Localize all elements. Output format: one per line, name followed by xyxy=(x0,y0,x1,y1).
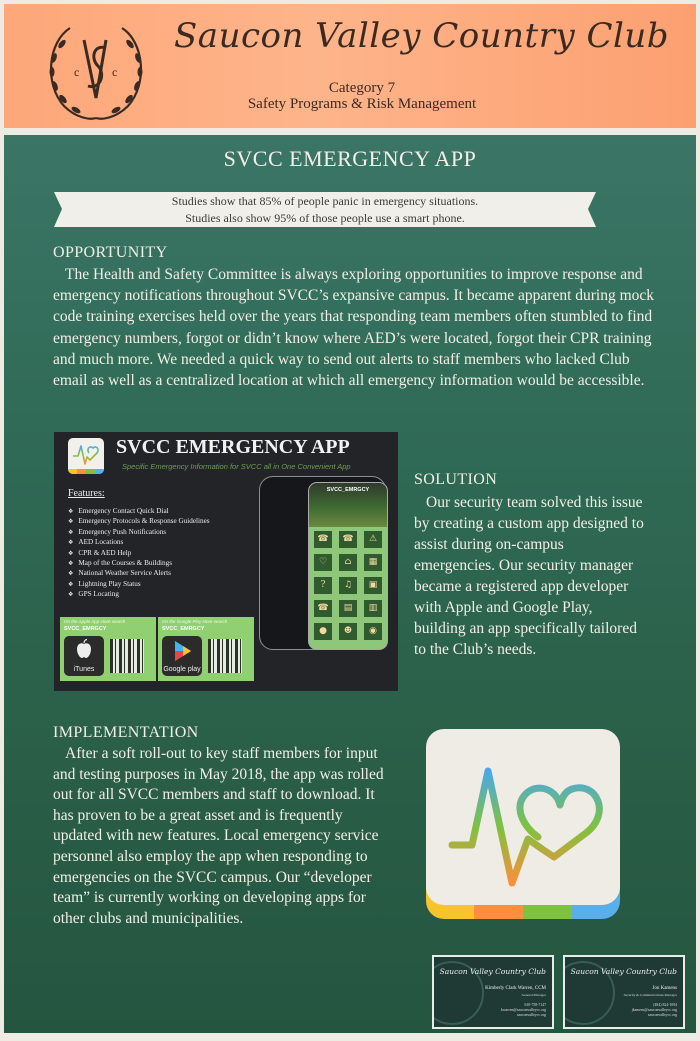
google-store-search-term: SVCC_EMRGCY xyxy=(162,626,205,632)
itunes-label: iTunes xyxy=(73,666,95,673)
feature-item: ❖ National Weather Service Alerts xyxy=(68,569,210,579)
feature-item: ❖ Emergency Push Notifications xyxy=(68,528,210,538)
feature-item: ❖ CPR & AED Help xyxy=(68,549,210,559)
phone-screen-title: SVCC_EMRGCY xyxy=(326,487,370,493)
calculator-icon: ▥ xyxy=(364,600,382,617)
apple-store-search-term: SVCC_EMRGCY xyxy=(64,626,107,632)
card-email: jkamens@sauconvalleycc.org xyxy=(631,1008,677,1012)
globe-icon: ◉ xyxy=(364,623,382,640)
card-contact xyxy=(501,1003,546,1018)
card-person-name: Kimberly Clark Warren, CCM xyxy=(485,986,546,991)
solution-body: Our security team solved this issue by creating a custom app designed to assist during on-campus emergencies. Our security manager became a registered app developer with Apple and Google Play, building an app specifically tailored to the Club’s needs. xyxy=(414,494,644,658)
card-club-name: Saucon Valley Country Club xyxy=(570,967,677,976)
card-contact xyxy=(632,1003,677,1018)
app-icon-large xyxy=(426,729,620,919)
feature-item: ❖ AED Locations xyxy=(68,538,210,548)
phone-screen xyxy=(308,482,388,650)
feature-item: ❖ Map of the Courses & Buildings xyxy=(68,559,210,569)
app-promo-graphic xyxy=(54,432,398,691)
category-block xyxy=(212,80,512,112)
implementation-heading: IMPLEMENTATION xyxy=(53,724,199,741)
ribbon-line-2: Studies also show 95% of those people use a smart phone. xyxy=(185,211,465,225)
heart-icon: ♡ xyxy=(314,554,332,571)
features-heading: Features: xyxy=(68,488,105,499)
google-play-icon xyxy=(162,636,202,664)
location-pin-icon: ● xyxy=(314,623,332,640)
club-crest-logo xyxy=(40,14,152,126)
bell-icon: ♫ xyxy=(339,577,357,594)
app-icon-small xyxy=(68,438,104,474)
club-name: Saucon Valley Country Club xyxy=(174,16,670,56)
business-card xyxy=(432,955,554,1029)
ribbon-line-1: Studies show that 85% of people panic in emergency situations. xyxy=(171,194,479,208)
card-club-name: Saucon Valley Country Club xyxy=(439,967,546,976)
home-icon: ⌂ xyxy=(339,554,357,571)
itunes-badge xyxy=(64,636,104,676)
implementation-body: After a soft roll-out to key staff members for input and testing purposes in May 2018, the app was rolled out for all SVCC members and staff to download. It has proven to be a great asset and is frequently updated with new features. Local emergency service personnel also employ the app when responding to emergencies on the SVCC campus. Our “developer team” is currently working on developing apps for other clubs and municipalities. xyxy=(53,745,384,927)
google-play-label: Google play xyxy=(163,666,201,673)
card-person-role: Security & Communications Manager xyxy=(623,993,677,997)
warning-icon: ⚠ xyxy=(364,531,382,548)
opportunity-heading: OPPORTUNITY xyxy=(53,244,168,261)
category-title: Safety Programs & Risk Management xyxy=(247,96,477,112)
feature-item: ❖ GPS Locating xyxy=(68,590,210,600)
apple-store-instruction: On the Apple App store search xyxy=(64,619,126,624)
apple-qr-code xyxy=(110,639,144,673)
card-website: sauconvalleycc.org xyxy=(647,1013,677,1017)
phone-icon: ☎ xyxy=(314,531,332,548)
phone-icon: ☎ xyxy=(339,531,357,548)
svg-text:c: c xyxy=(74,65,80,79)
svg-text:c: c xyxy=(112,65,118,79)
grid-icon: ▣ xyxy=(364,577,382,594)
card-phone: (484) 824-1094 xyxy=(653,1003,677,1007)
google-store-panel xyxy=(158,617,254,681)
ribbon-text xyxy=(52,193,598,227)
feature-item: ❖ Emergency Contact Quick Dial xyxy=(68,507,210,517)
card-person-role: General Manager xyxy=(521,993,546,997)
features-list xyxy=(68,507,210,601)
card-email: kwarren@sauconvalleycc.org xyxy=(500,1008,546,1012)
feature-item: ❖ Lightning Play Status xyxy=(68,580,210,590)
google-qr-code xyxy=(208,639,242,673)
solution-heading: SOLUTION xyxy=(414,471,498,488)
app-graphic-subtitle: Specific Emergency Information for SVCC all in One Convenient App xyxy=(122,462,351,471)
google-store-instruction: On the Google Play store search xyxy=(162,619,228,624)
google-play-badge xyxy=(162,636,202,676)
header-banner xyxy=(4,4,696,128)
people-icon: ☻ xyxy=(339,623,357,640)
card-website: sauconvalleycc.org xyxy=(516,1013,546,1017)
app-graphic-title: SVCC EMERGENCY APP xyxy=(116,436,350,458)
opportunity-body: The Health and Safety Committee is always exploring opportunities to improve response and emergency notifications throughout SVCC’s expansive campus. It became apparent during mock code training exercises held over the years that responding team members often stumbled to find emergency numbers, forgot or didn’t know where AED’s were located, forgot their CPR training and much more. We needed a quick way to send out alerts to staff members who lacked Club email as well as a centralized location at which all emergency information would be accessible. xyxy=(53,266,655,390)
apple-store-panel xyxy=(60,617,156,681)
phone-icon: ☎ xyxy=(314,600,332,617)
feature-item: ❖ Emergency Protocols & Response Guidelines xyxy=(68,517,210,527)
apple-icon xyxy=(64,636,104,662)
map-icon: ▦ xyxy=(364,554,382,571)
help-icon: ? xyxy=(314,577,332,594)
card-phone: 610-758-7147 xyxy=(524,1003,546,1007)
statistics-ribbon xyxy=(52,191,598,228)
poster-title: SVCC EMERGENCY APP xyxy=(223,146,477,171)
document-icon: ▤ xyxy=(339,600,357,617)
category-number: Category 7 xyxy=(328,80,396,96)
card-person-name: Jon Kamens xyxy=(652,986,677,991)
business-card xyxy=(563,955,685,1029)
